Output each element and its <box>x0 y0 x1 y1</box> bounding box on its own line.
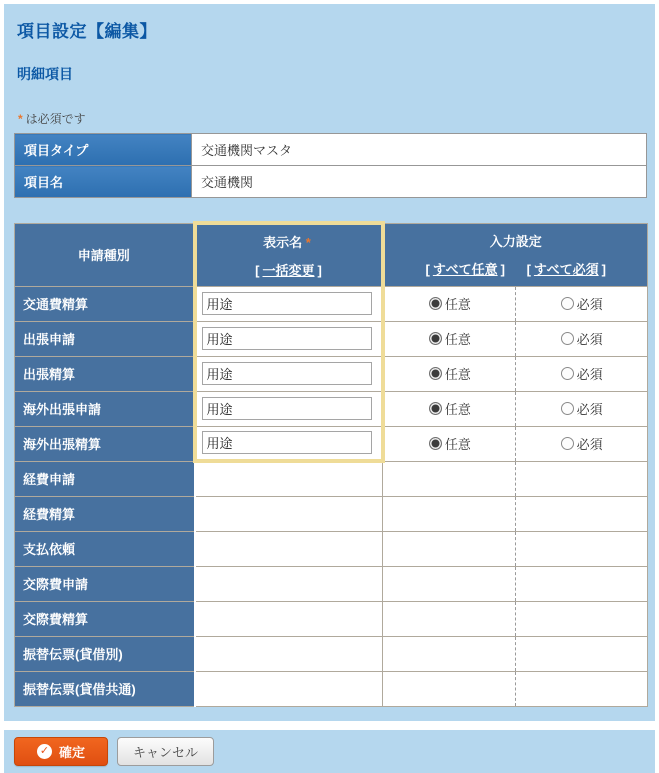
radio-optional[interactable] <box>429 332 442 345</box>
radio-optional-label: 任意 <box>444 367 471 382</box>
application-type-label: 海外出張申請 <box>15 391 195 426</box>
application-row <box>15 321 648 356</box>
input-setting-cell <box>383 496 648 531</box>
application-type-label: 交際費申請 <box>15 566 195 601</box>
info-table-row <box>15 134 647 166</box>
radio-required-wrap <box>515 357 647 391</box>
radio-optional[interactable] <box>429 297 442 310</box>
application-row <box>15 601 648 636</box>
radio-optional-wrap <box>383 462 515 496</box>
application-row <box>15 391 648 426</box>
radio-required-label: 必須 <box>576 332 603 347</box>
radio-optional[interactable] <box>429 367 442 380</box>
display-name-input[interactable] <box>202 292 372 315</box>
application-row <box>15 671 648 706</box>
application-type-label: 海外出張精算 <box>15 426 195 461</box>
radio-required[interactable] <box>561 402 574 415</box>
radio-required-label: 必須 <box>576 437 603 452</box>
radio-optional-wrap <box>383 532 515 566</box>
application-type-label: 出張精算 <box>15 356 195 391</box>
header-application-type: 申請種別 <box>15 223 195 286</box>
application-type-label: 交通費精算 <box>15 286 195 321</box>
radio-required-label: 必須 <box>576 297 603 312</box>
table-header-row <box>15 223 648 286</box>
section-title: 明細項目 <box>17 66 73 82</box>
radio-required-wrap <box>515 602 648 636</box>
info-value: 交通機関 <box>192 166 647 198</box>
application-row <box>15 566 648 601</box>
application-type-label: 振替伝票(貸借共通) <box>15 671 195 706</box>
main-panel <box>4 4 655 721</box>
display-name-wrap <box>197 397 381 420</box>
display-name-wrap <box>197 292 381 315</box>
all-required-link[interactable]: すべて必須 <box>533 262 599 277</box>
display-name-input[interactable] <box>202 362 372 385</box>
display-name-title: 表示名 <box>263 234 303 250</box>
application-type-label: 交際費精算 <box>15 601 195 636</box>
application-type-label: 出張申請 <box>15 321 195 356</box>
radio-optional-wrap <box>385 322 516 356</box>
required-asterisk: * <box>18 112 23 126</box>
input-setting-cell <box>383 321 648 356</box>
radio-optional[interactable] <box>429 437 442 450</box>
radio-optional-wrap <box>383 497 515 531</box>
radio-optional[interactable] <box>429 402 442 415</box>
bulk-change-link[interactable]: 一括変更 <box>262 262 315 278</box>
display-name-wrap <box>197 431 381 454</box>
input-setting-cell <box>383 671 648 706</box>
display-name-cell <box>195 461 383 496</box>
required-note-text: は必須です <box>25 112 86 126</box>
radio-required[interactable] <box>561 437 574 450</box>
header-input-setting: 入力設定 [ すべて任意 ] [ すべて必須 ] <box>383 223 648 286</box>
application-type-label: 経費申請 <box>15 461 195 496</box>
radio-required-wrap <box>515 567 648 601</box>
radio-optional-wrap <box>383 602 515 636</box>
info-label: 項目名 <box>15 166 192 198</box>
display-name-wrap <box>197 327 381 350</box>
input-setting-cell <box>383 531 648 566</box>
info-table-row <box>15 166 647 198</box>
radio-required-wrap <box>515 322 647 356</box>
radio-required-wrap <box>515 462 648 496</box>
display-name-cell <box>195 321 383 356</box>
radio-optional-wrap <box>385 357 516 391</box>
radio-optional-wrap <box>383 672 515 706</box>
radio-required-wrap <box>515 427 647 461</box>
application-type-label: 振替伝票(貸借別) <box>15 636 195 671</box>
footer-separator <box>4 721 655 730</box>
required-note <box>18 110 647 127</box>
radio-optional-wrap <box>383 567 515 601</box>
application-type-label: 支払依頼 <box>15 531 195 566</box>
all-optional-link[interactable]: すべて任意 <box>432 262 498 277</box>
application-settings-table <box>14 221 648 707</box>
input-setting-cell <box>383 601 648 636</box>
display-name-cell <box>195 566 383 601</box>
radio-optional-wrap <box>385 392 516 426</box>
main-table-body <box>15 286 648 706</box>
application-row <box>15 461 648 496</box>
cancel-button[interactable]: キャンセル <box>117 737 214 766</box>
display-name-cell <box>195 391 383 426</box>
application-row <box>15 286 648 321</box>
application-row <box>15 636 648 671</box>
radio-required-wrap <box>515 392 647 426</box>
display-name-cell <box>195 671 383 706</box>
display-name-input[interactable] <box>202 397 372 420</box>
input-setting-cell <box>383 566 648 601</box>
application-row <box>15 426 648 461</box>
application-row <box>15 496 648 531</box>
application-row <box>15 531 648 566</box>
display-name-cell <box>195 356 383 391</box>
info-table-body <box>15 134 647 198</box>
display-name-cell <box>195 636 383 671</box>
item-info-table <box>14 133 647 198</box>
display-name-cell <box>195 426 383 461</box>
application-type-label: 経費精算 <box>15 496 195 531</box>
display-name-wrap <box>197 362 381 385</box>
radio-optional-wrap <box>385 287 516 321</box>
radio-required-wrap <box>515 287 647 321</box>
radio-required[interactable] <box>561 367 574 380</box>
display-name-cell <box>195 496 383 531</box>
check-circle-icon: ✓ <box>37 744 52 759</box>
input-setting-cell <box>383 636 648 671</box>
input-setting-cell <box>383 391 648 426</box>
radio-required-wrap <box>515 637 648 671</box>
footer-bar <box>4 730 655 773</box>
radio-optional-label: 任意 <box>444 437 471 452</box>
application-row <box>15 356 648 391</box>
display-name-cell <box>195 531 383 566</box>
display-name-cell <box>195 601 383 636</box>
radio-optional-label: 任意 <box>444 332 471 347</box>
radio-optional-wrap <box>385 427 516 461</box>
radio-optional-wrap <box>383 637 515 671</box>
display-name-cell <box>195 286 383 321</box>
confirm-button[interactable] <box>14 737 108 766</box>
radio-required[interactable] <box>561 332 574 345</box>
input-setting-cell <box>383 426 648 461</box>
radio-required-wrap <box>515 672 648 706</box>
radio-required-wrap <box>515 497 648 531</box>
input-setting-cell <box>383 286 648 321</box>
display-name-required-asterisk: * <box>305 234 311 250</box>
radio-required[interactable] <box>561 297 574 310</box>
radio-optional-label: 任意 <box>444 297 471 312</box>
input-setting-cell <box>383 461 648 496</box>
radio-optional-label: 任意 <box>444 402 471 417</box>
info-value: 交通機関マスタ <box>192 134 647 166</box>
page <box>4 4 655 773</box>
page-title: 項目設定【編集】 <box>17 22 157 41</box>
info-label: 項目タイプ <box>15 134 192 166</box>
header-display-name: 表示名 * [ 一括変更 ] <box>195 223 383 286</box>
radio-required-label: 必須 <box>576 402 603 417</box>
display-name-input[interactable] <box>202 431 372 454</box>
radio-required-wrap <box>515 532 648 566</box>
confirm-button-label: 確定 <box>59 744 86 760</box>
input-setting-cell <box>383 356 648 391</box>
display-name-input[interactable] <box>202 327 372 350</box>
radio-required-label: 必須 <box>576 367 603 382</box>
